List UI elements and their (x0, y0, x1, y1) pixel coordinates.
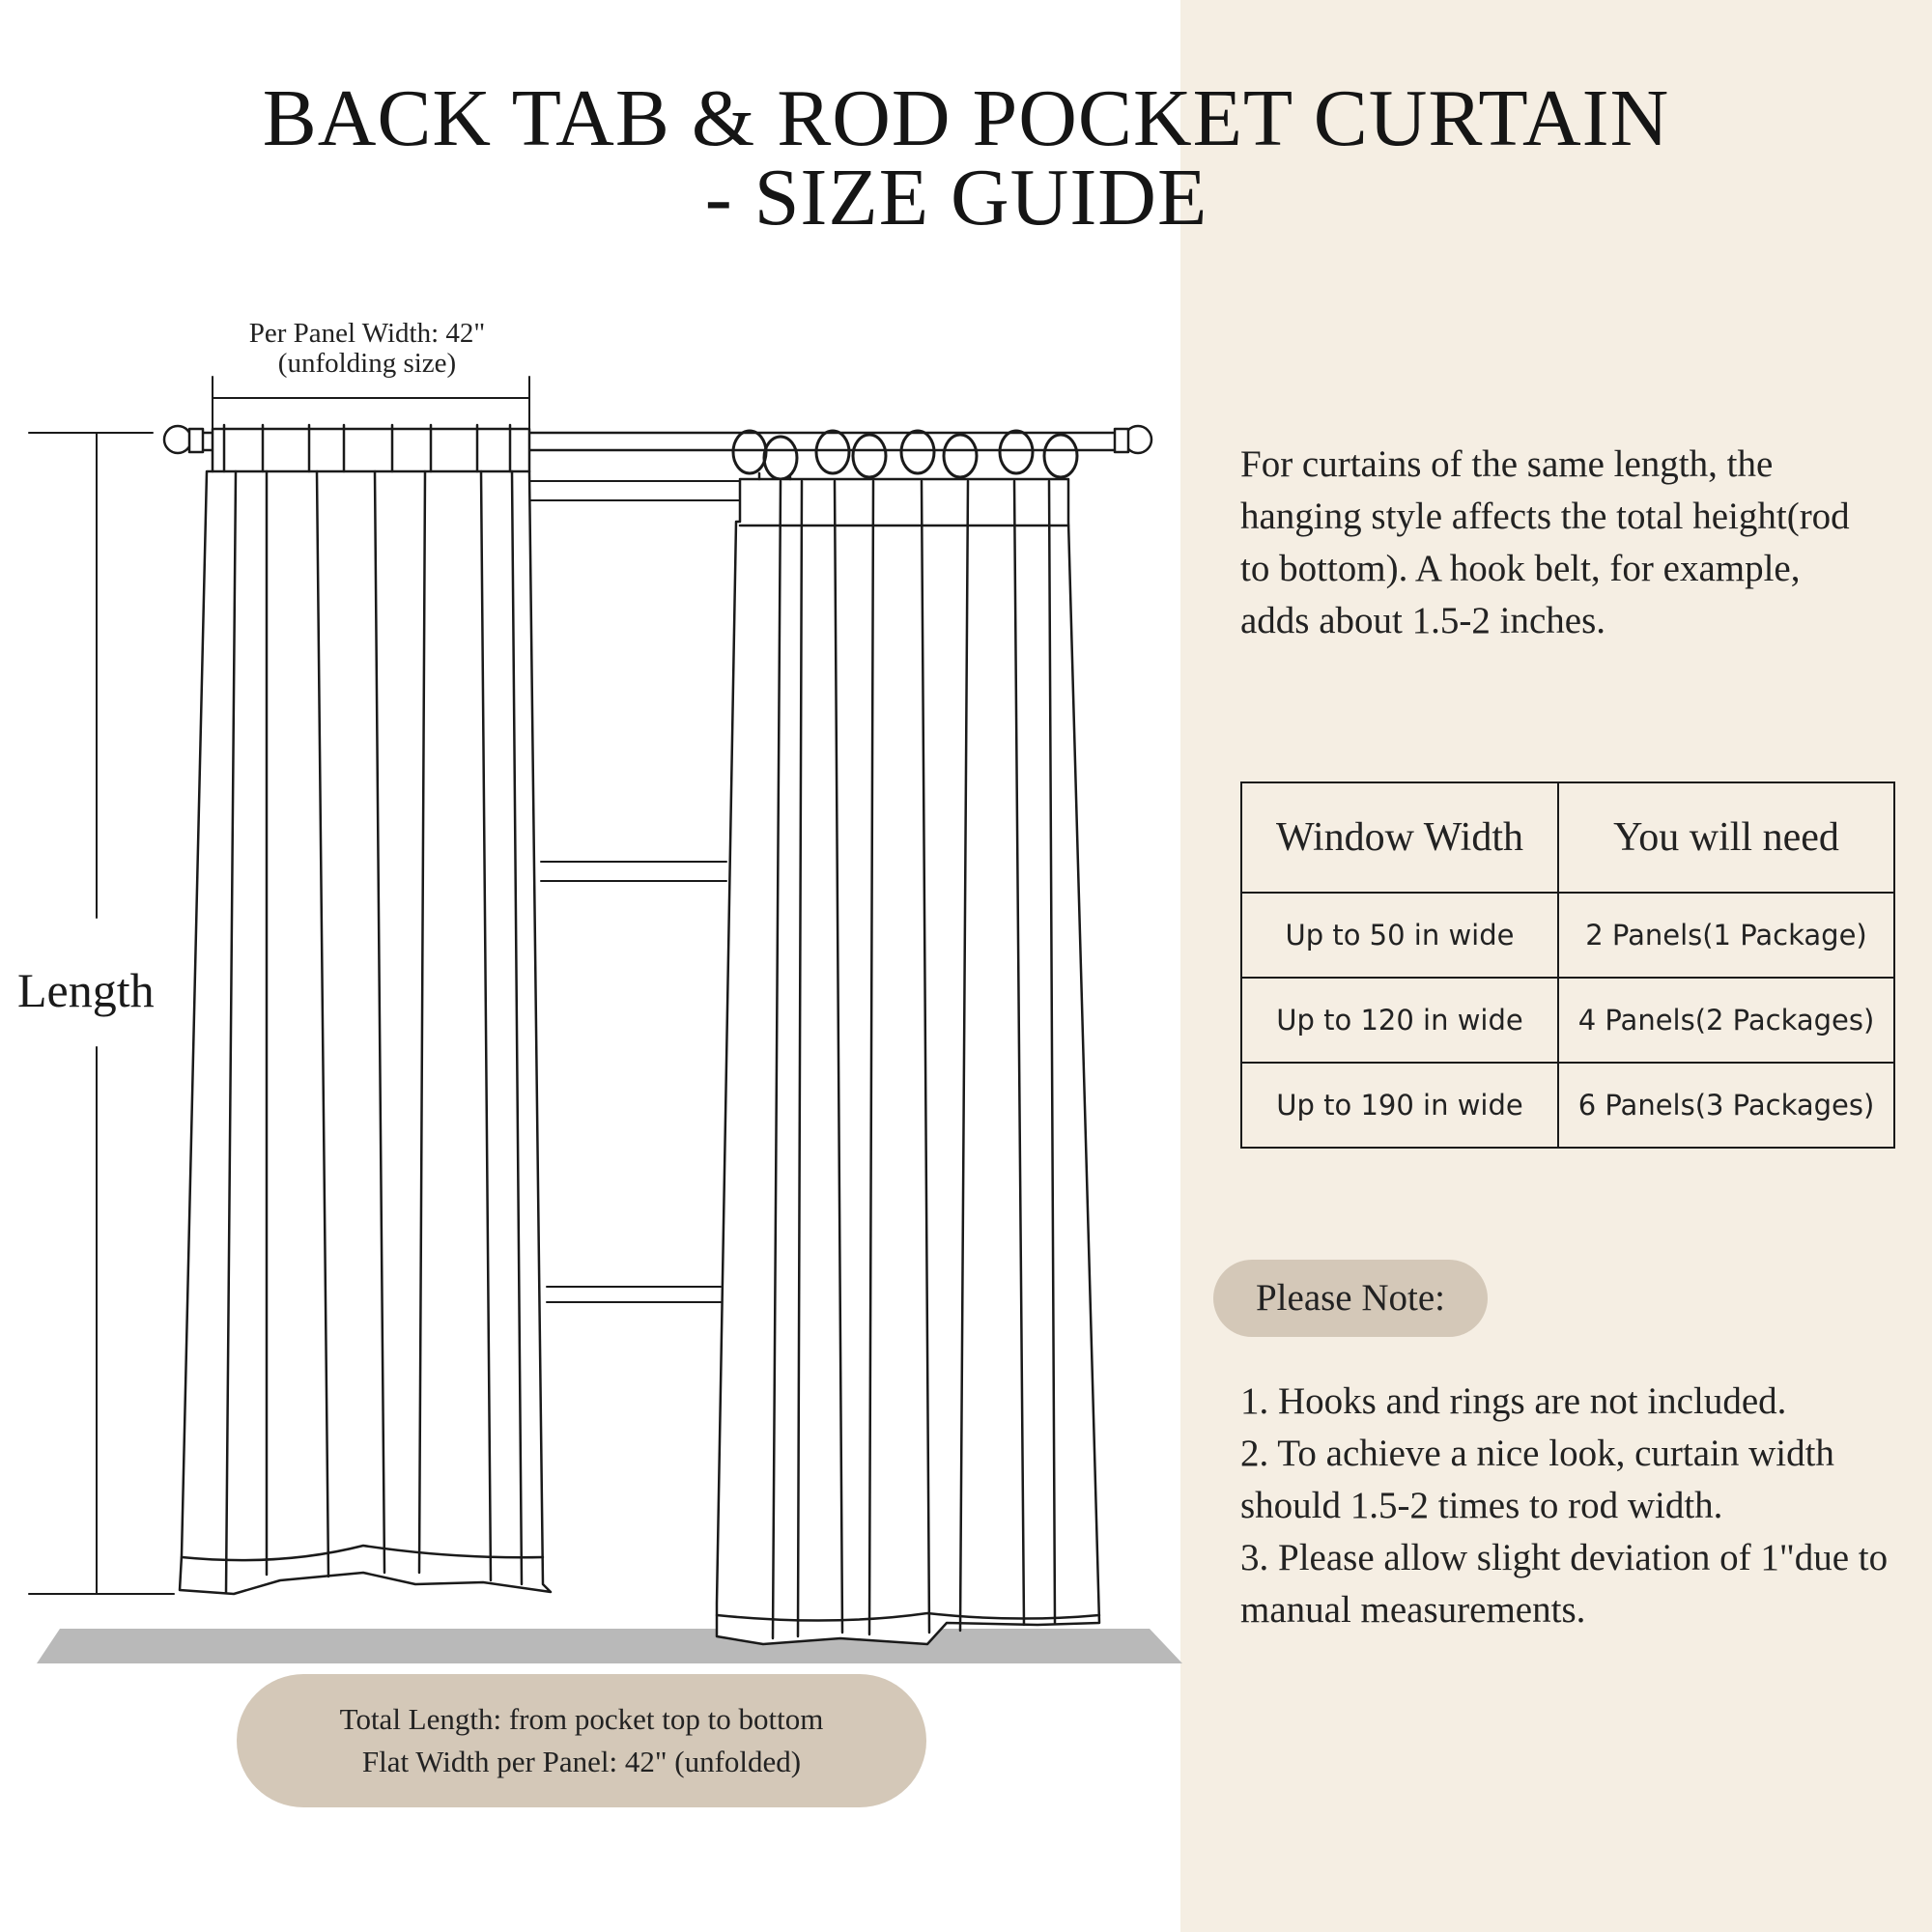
please-note-heading: Please Note: (1213, 1260, 1488, 1337)
title-line-1: BACK TAB & ROD POCKET CURTAIN (262, 73, 1670, 163)
length-label: Length (17, 963, 155, 1017)
total-length-text: Total Length: from pocket top to bottom (339, 1702, 824, 1736)
list-item: 1. Hooks and rings are not included. (1240, 1380, 1787, 1422)
list-item: 3. Please allow slight deviation of 1"due to manual measurements. (1240, 1537, 1889, 1631)
intro-paragraph: For curtains of the same length, the hanging style affects the total height(rod to bottom). A hook belt, for example, adds about 1.5-2 inches. (1240, 443, 1850, 641)
measurement-note-pill (237, 1674, 926, 1807)
cell-panels-needed: 4 Panels(2 Packages) (1558, 978, 1894, 1063)
flat-width-text: Flat Width per Panel: 42" (unfolded) (361, 1745, 802, 1778)
panel-width-label (174, 319, 560, 379)
table-row (1241, 893, 1894, 978)
curtain-rings (733, 431, 1077, 479)
cell-panels-needed: 2 Panels(1 Package) (1558, 893, 1894, 978)
right-curtain-panel (717, 473, 1099, 1644)
header-window-width: Window Width (1241, 782, 1558, 893)
table-header-row (1241, 782, 1894, 893)
left-curtain-panel (180, 425, 551, 1594)
size-guide-table (1240, 781, 1895, 1149)
floor-shadow (37, 1629, 1182, 1663)
panel-width-label-line-1: Per Panel Width: 42" (248, 318, 486, 349)
title-line-2: - SIZE GUIDE (704, 153, 1208, 242)
width-dimension (213, 377, 529, 429)
cell-window-width: Up to 50 in wide (1241, 893, 1558, 978)
cell-window-width: Up to 120 in wide (1241, 978, 1558, 1063)
cell-panels-needed: 6 Panels(3 Packages) (1558, 1063, 1894, 1148)
notes-list (1240, 1376, 1926, 1636)
window-frame (529, 481, 740, 1302)
list-item: 2. To achieve a nice look, curtain width should 1.5-2 times to rod width. (1240, 1433, 1834, 1526)
table-row (1241, 978, 1894, 1063)
table-row (1241, 1063, 1894, 1148)
panel-width-label-line-2: (unfolding size) (277, 348, 457, 379)
cell-window-width: Up to 190 in wide (1241, 1063, 1558, 1148)
header-you-will-need: You will need (1558, 782, 1894, 893)
